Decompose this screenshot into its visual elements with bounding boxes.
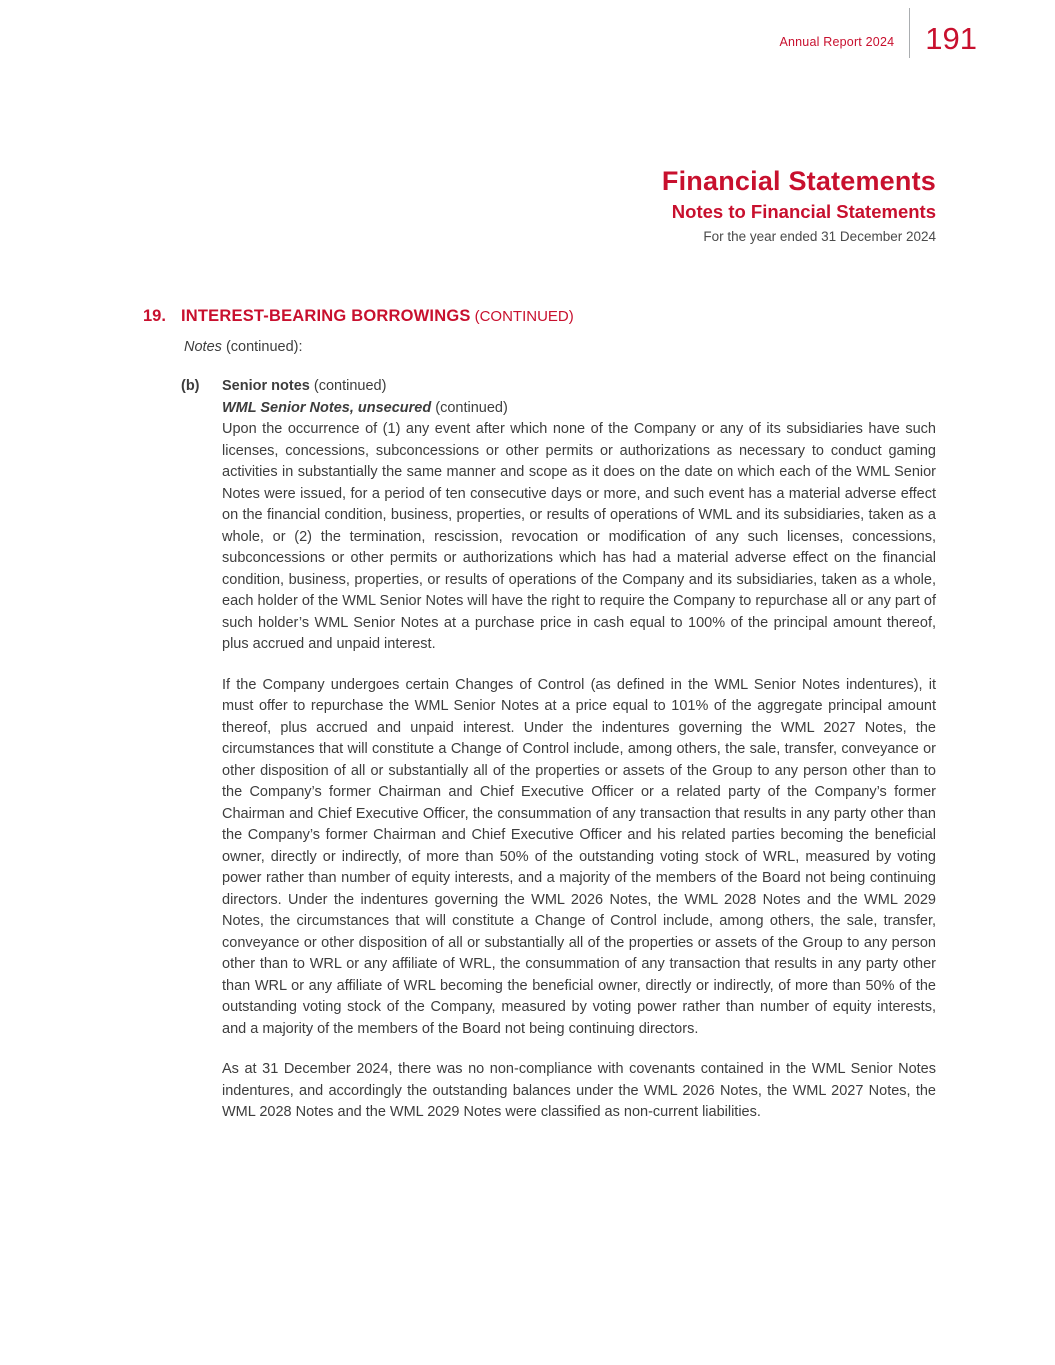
header-divider — [909, 8, 910, 58]
paragraph-2: If the Company undergoes certain Changes of Control (as defined in the WML Senior Notes indentures), it must offer to repurchase the WML Senior Notes at a price equal to 101% of the aggregate principal amount thereof, plus accrued and unpaid interest. Under the indentures governing the WML 2027 Notes, the circumstances that will constitute a Change of Control include, among others, the sale, transfer, conveyance or other disposition of all or substantially all of the properties or assets of the Group to any person other than to the Company’s former Chairman and Chief Executive Officer or a related party of the Company’s former Chairman and Chief Executive Officer, the consummation of any transaction that results in any party other than the Company’s former Chairman and Chief Executive Officer and his related parties becoming the beneficial owner, directly or indirectly, of more than 50% of the outstanding voting stock of WRL, measured by voting power rather than number of equity interests, and a majority of the members of the Board not being continuing directors. Under the indentures governing the WML 2026 Notes, the WML 2028 Notes and the WML 2029 Notes, the circumstances that will constitute a Change of Control include, among others, the sale, transfer, conveyance or other disposition of all or substantially all of the properties or assets of the Group to any person other than to WRL or any affiliate of WRL, the consummation of any transaction that results in any party other than WRL or any affiliate of WRL becoming the beneficial owner, directly or indirectly, of more than 50% of the outstanding voting stock of the Company, measured by voting power rather than number of equity interests, and a majority of the members of the Board not being continuing directors. — [222, 676, 936, 1037]
document-title: Financial Statements — [661, 166, 936, 196]
item-b — [181, 376, 936, 1124]
page-number: 191 — [925, 21, 977, 56]
item-b-title-continued: (continued) — [313, 378, 387, 394]
item-b-title: Senior notes — [222, 378, 310, 394]
item-b-subtitle: WML Senior Notes, unsecured — [222, 399, 432, 416]
section-title: INTEREST-BEARING BORROWINGS — [181, 307, 471, 325]
report-label: Annual Report 2024 — [779, 35, 895, 49]
item-b-label: (b) — [181, 378, 200, 394]
section-number: 19. — [143, 307, 166, 325]
notes-continued-label: (continued): — [225, 339, 303, 355]
running-header — [779, 8, 977, 58]
main-content — [143, 306, 936, 1124]
reporting-period: For the year ended 31 December 2024 — [703, 229, 936, 245]
title-block — [662, 166, 936, 244]
notes-line — [184, 337, 936, 357]
item-b-body — [222, 376, 936, 1124]
notes-label: Notes — [184, 339, 222, 355]
paragraph-1: Upon the occurrence of (1) any event after which none of the Company or any of its subsidiaries have such licenses, concessions, subconcessions or other permits or authorizations as necessary to conduct gaming activities in substantially the same manner and scope as it does on the date on which each of the WML Senior Notes were issued, for a period of ten consecutive days or more, and such event has a material adverse effect on the financial condition, business, properties, or results of operations of WML and its subsidiaries, taken as a whole, or (2) the termination, rescission, revocation or modification of any such licenses, concessions, subconcessions or other permits or authorizations which has had a material adverse effect on the financial condition, business, properties, or results of operations of the Company and its subsidiaries, taken as a whole, each holder of the WML Senior Notes will have the right to require the Company to repurchase all or any part of such holder’s WML Senior Notes at a purchase price in cash equal to 100% of the principal amount thereof, plus accrued and unpaid interest. — [222, 421, 936, 652]
item-b-title-line — [222, 376, 936, 398]
section-continued-label: (CONTINUED) — [474, 308, 574, 325]
document-subtitle: Notes to Financial Statements — [671, 201, 936, 223]
item-b-subtitle-continued: (continued) — [435, 399, 508, 416]
paragraph-3: As at 31 December 2024, there was no non-compliance with covenants contained in the WML Senior Notes indentures, and accordingly the outstanding balances under the WML 2026 Notes, the WML 2027 Notes, the WML 2028 Notes and the WML 2029 Notes were classified as non-current liabilities. — [222, 1061, 936, 1120]
section-heading — [143, 306, 936, 327]
item-b-subtitle-line — [222, 398, 936, 420]
